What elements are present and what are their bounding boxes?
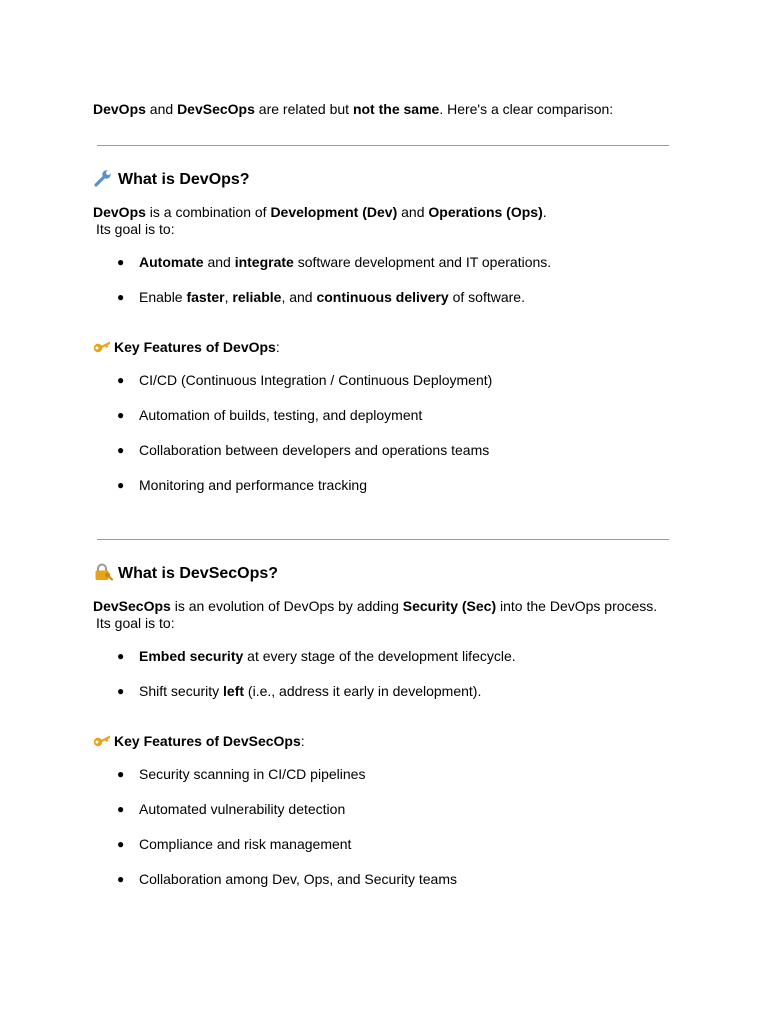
intro-paragraph	[93, 101, 613, 118]
devops-heading-text: What is DevOps?	[118, 171, 250, 188]
goal-bold: Automate	[139, 254, 204, 270]
bullet: ●	[117, 373, 125, 387]
bullet: ●	[117, 443, 125, 457]
feature-text: Security scanning in CI/CD pipelines	[139, 766, 366, 782]
key-icon	[93, 340, 111, 354]
bullet: ●	[117, 802, 125, 816]
bullet: ●	[117, 684, 125, 698]
goal-text: and	[203, 254, 235, 270]
bullet: ●	[117, 290, 125, 304]
goal-bold: faster	[186, 289, 225, 305]
bullet: ●	[117, 837, 125, 851]
devops-features-heading	[93, 339, 280, 356]
devops-definition	[93, 204, 547, 238]
devsecops-def-term: DevSecOps	[93, 598, 171, 614]
devsecops-features-colon: :	[300, 733, 305, 749]
goal-text: of software.	[448, 289, 525, 305]
intro-devops: DevOps	[93, 101, 146, 117]
feature-text: Compliance and risk management	[139, 836, 352, 852]
intro-not-same: not the same	[352, 101, 440, 117]
bullet: ●	[117, 255, 125, 269]
goal-text: Enable	[139, 289, 187, 305]
bullet: ●	[117, 872, 125, 886]
feature-text: Collaboration between developers and operations teams	[139, 442, 490, 458]
goal-text: , and	[281, 289, 317, 305]
devops-def-text-1: is a combination of	[145, 204, 271, 220]
locked-with-key-icon	[93, 563, 113, 581]
devops-def-dev: Development (Dev)	[270, 204, 398, 220]
wrench-icon	[93, 169, 113, 187]
devops-features-colon: :	[275, 339, 280, 355]
devsecops-def-sec: Security (Sec)	[402, 598, 497, 614]
goal-text: at every stage of the development lifecycle.	[243, 648, 516, 664]
bullet: ●	[117, 408, 125, 422]
feature-text: Collaboration among Dev, Ops, and Security teams	[139, 871, 458, 887]
devsecops-def-text-2: into the DevOps process.	[496, 598, 658, 614]
devops-goal-intro: Its goal is to:	[96, 221, 175, 237]
devops-def-text-3: .	[542, 204, 547, 220]
bullet: ●	[117, 649, 125, 663]
goal-text: (i.e., address it early in development).	[244, 683, 482, 699]
devops-heading	[93, 169, 250, 190]
devsecops-goal-intro: Its goal is to:	[96, 615, 175, 631]
devsecops-features-heading	[93, 733, 305, 750]
goal-bold: continuous delivery	[316, 289, 449, 305]
goal-text: Shift security	[139, 683, 224, 699]
bullet: ●	[117, 478, 125, 492]
devsecops-heading	[93, 563, 278, 584]
goal-text: ,	[224, 289, 233, 305]
goal-bold: integrate	[234, 254, 294, 270]
intro-text-1: and	[145, 101, 178, 117]
devops-def-text-2: and	[397, 204, 429, 220]
devops-def-ops: Operations (Ops)	[428, 204, 543, 220]
devsecops-definition	[93, 598, 657, 632]
goal-bold: Embed security	[139, 648, 244, 664]
divider	[97, 539, 669, 540]
feature-text: Monitoring and performance tracking	[139, 477, 368, 493]
feature-text: Automation of builds, testing, and deployment	[139, 407, 423, 423]
goal-text: software development and IT operations.	[293, 254, 552, 270]
devsecops-def-text-1: is an evolution of DevOps by adding	[170, 598, 403, 614]
divider	[97, 145, 669, 146]
feature-text: CI/CD (Continuous Integration / Continuous Deployment)	[139, 372, 493, 388]
bullet: ●	[117, 767, 125, 781]
intro-text-2: are related but	[254, 101, 353, 117]
devops-def-term: DevOps	[93, 204, 146, 220]
devsecops-features-title: Key Features of DevSecOps	[114, 733, 301, 749]
intro-devsecops: DevSecOps	[177, 101, 255, 117]
intro-text-3: . Here's a clear comparison:	[439, 101, 614, 117]
feature-text: Automated vulnerability detection	[139, 801, 346, 817]
goal-bold: reliable	[232, 289, 282, 305]
devsecops-heading-text: What is DevSecOps?	[118, 565, 279, 582]
key-icon	[93, 734, 111, 748]
goal-bold: left	[223, 683, 245, 699]
devops-features-title: Key Features of DevOps	[114, 339, 276, 355]
